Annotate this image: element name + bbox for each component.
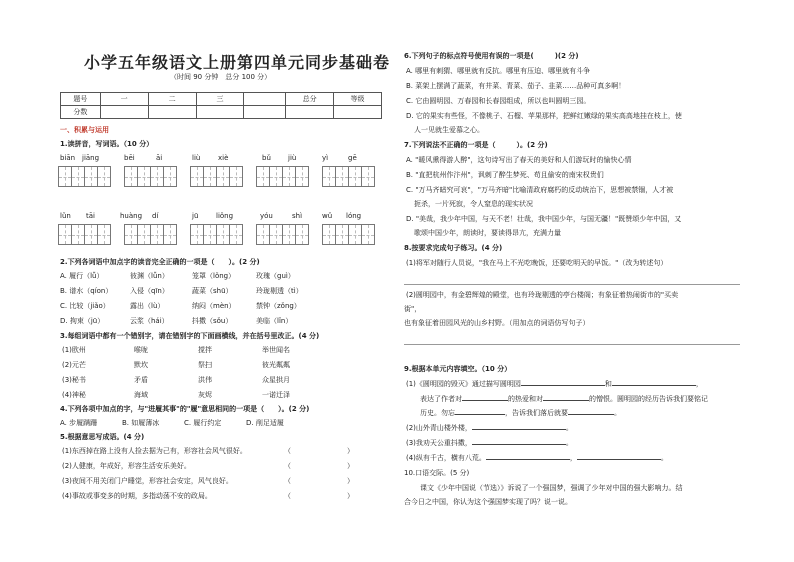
q9-text: 。 [565, 424, 573, 432]
score-header: 三 [196, 93, 244, 106]
score-header: 题号 [61, 93, 101, 106]
q2-word: 抖擞（sǒu） [192, 317, 233, 325]
pinyin: tāi [86, 212, 95, 220]
q2-word: 彼渊（lǚn） [130, 272, 169, 280]
answer-paren[interactable]: （ ） [284, 447, 354, 455]
q4-option-b[interactable]: B. 如履薄冰 [122, 419, 160, 427]
q2-opt[interactable]: B. 谱水（qíon） [60, 287, 113, 295]
q9-line-5 [406, 439, 573, 448]
q5-item: (1)东西掉在路上没有人捡去据为己有，形容社会风气很好。 [62, 447, 247, 455]
q4-title: 4.下列各项中加点的字，与"进履其事"的"履"意思相同的一项是（ ）。(2 分) [60, 405, 310, 413]
q9-line-2 [420, 395, 708, 404]
blank[interactable] [612, 385, 696, 386]
q9-text: ，告诉我们落后就要 [505, 409, 568, 417]
q6-title: 6.下列句子的标点符号使用有误的一项是( )(2 分) [404, 52, 579, 60]
pinyin: lóng [346, 212, 362, 220]
q9-text: 的热爱和对 [508, 395, 543, 403]
q7-option-d[interactable]: D. "美哉，我少年中国，与天不老！壮哉，我中国少年，与国无疆！"既赞颂少年中国，又 [406, 215, 682, 223]
q5-item: (2)人健康，年成好，形容生活安乐美好。 [62, 462, 191, 470]
q2-opt[interactable]: D. 拘束（jū） [60, 317, 105, 325]
pinyin: bǔ [262, 154, 271, 162]
q7-option-d-cont: 歌颂中国少年，朗读时，要读得昂亢，充满力量 [414, 229, 561, 237]
q6-option-c[interactable]: C. 它由圆明园、万春园和长春园组成，所以也叫圆明三园。 [406, 97, 591, 105]
q3-word: 举世闻名 [262, 346, 290, 354]
q3-word: 灰烬 [198, 391, 212, 399]
q8-item-1: (1)将军对随行人员说，"我在马上不光吃晚饭，还要吃明天的早饭。"（改为转述句） [406, 259, 668, 267]
q3-word: 海域 [134, 391, 148, 399]
writing-grid[interactable] [124, 166, 176, 187]
q8-item-2-cont: 也有象征着田园风光的山乡村野。（用加点的词语仿写句子） [404, 319, 590, 327]
answer-paren[interactable]: （ ） [284, 477, 354, 485]
pinyin: xiè [218, 154, 229, 162]
page-title: 小学五年级语文上册第四单元同步基础卷 [84, 53, 391, 72]
score-header [244, 93, 286, 106]
q2-word: 玫瑰（guì） [256, 272, 295, 280]
q4-option-c[interactable]: C. 履行约定 [184, 419, 222, 427]
pinyin: jū [192, 212, 199, 220]
q7-title: 7.下列说法不正确的一项是（ ）。(2 分) [404, 141, 548, 149]
pinyin: yì [322, 154, 329, 162]
q9-line-3 [420, 409, 621, 418]
answer-line[interactable] [404, 344, 740, 345]
pinyin: jiù [288, 154, 297, 162]
answer-line[interactable] [404, 284, 740, 285]
q9-text: ， [695, 380, 703, 388]
q6-option-a[interactable]: A. 哪里有刺猬、哪里就有反抗。哪里有压迫、哪里就有斗争 [406, 67, 591, 75]
q5-item: (4)事故或事变多的时期，多指动荡不安的政局。 [62, 492, 212, 500]
writing-grid[interactable] [322, 166, 374, 187]
answer-paren[interactable]: （ ） [284, 492, 354, 500]
q6-option-d[interactable]: D. 它的果实有些怪，不像桃子、石榴、苹果那样，把鲜红嫩绿的果实高高地挂在枝上，使 [406, 112, 682, 120]
blank[interactable] [462, 400, 508, 401]
q2-word: 云浆（hái） [130, 317, 169, 325]
q9-text: (3)我劝天公重抖擞， [406, 439, 472, 447]
q3-title: 3.每组词语中都有一个错别字，请在错别字的下面画横线，并在括号里改正。(4 分) [60, 332, 320, 340]
q9-text: 历史。勿忘 [420, 409, 455, 417]
q2-word: 纳闷（mèn） [192, 302, 236, 310]
q4-option-d[interactable]: D. 削足适履 [246, 419, 284, 427]
score-header: 等级 [334, 93, 382, 106]
q7-option-c-cont: 扼杀，一片死寂，令人窒息的现实状况 [414, 200, 533, 208]
q2-word: 美临（lǐn） [256, 317, 293, 325]
q9-text: (4)纵有千古，横有八荒。 [406, 454, 486, 462]
answer-paren[interactable]: （ ） [284, 462, 354, 470]
writing-grid[interactable] [256, 224, 308, 245]
q9-text: 。 [660, 454, 668, 462]
score-label: 分数 [61, 106, 101, 119]
q2-word: 笼罩（lǒng） [192, 272, 236, 280]
q9-title: 9.根据本单元内容填空。（10 分） [404, 365, 512, 373]
pinyin: biān [60, 154, 76, 162]
pinyin: dí [152, 212, 159, 220]
q9-text: (1)《圆明园的毁灭》通过描写圆明园 [406, 380, 521, 388]
q9-text: (2)山外青山楼外楼， [406, 424, 472, 432]
pinyin: huàng [120, 212, 143, 220]
q3-word: 祭扫 [198, 361, 212, 369]
blank[interactable] [577, 459, 661, 460]
q9-text: 和 [604, 380, 612, 388]
q7-option-b[interactable]: B. "直把杭州作汴州"，讽刺了醉生梦死、苟且偷安的南宋权贵们 [406, 171, 604, 179]
q10-title: 10.口语交际。(5 分) [404, 469, 470, 477]
writing-grid[interactable] [190, 224, 242, 245]
q2-word: 露出（lù） [130, 302, 165, 310]
q3-word: (4)神秘 [62, 391, 86, 399]
writing-grid[interactable] [190, 166, 242, 187]
score-table [60, 92, 382, 119]
pinyin: lǔn [60, 212, 71, 220]
pinyin: jiāng [82, 154, 100, 162]
score-cell[interactable] [244, 106, 286, 119]
writing-grid[interactable] [322, 224, 374, 245]
q3-word: 彼光粼粼 [262, 361, 290, 369]
blank[interactable] [486, 459, 570, 460]
pinyin: liù [192, 154, 201, 162]
section-heading: 一、积累与运用 [60, 126, 109, 134]
blank[interactable] [455, 414, 505, 415]
blank[interactable] [472, 429, 566, 430]
pinyin: bēi [124, 154, 135, 162]
q8-item-2: (2)圆明园中，有金碧辉煌的殿堂，也有玲珑剔透的亭台楼阁；有象征着热闹街市的"买卖 [406, 291, 679, 299]
q7-option-a[interactable]: A. "暖风熏得游人醉"，这句诗写出了春天的美好和人们游玩时的愉快心情 [406, 156, 632, 164]
q8-item-2-cont: 街"， [404, 305, 422, 313]
score-cell[interactable] [286, 106, 334, 119]
score-cell[interactable] [100, 106, 148, 119]
pinyin: liǒng [216, 212, 234, 220]
score-cell[interactable] [334, 106, 382, 119]
score-cell[interactable] [196, 106, 244, 119]
q5-title: 5.根据意思写成语。(4 分) [60, 433, 145, 441]
q3-word: (1)欧州 [62, 346, 86, 354]
q1-title: 1.读拼音，写词语。（10 分） [60, 140, 154, 148]
q9-text: 的憎恨。圆明园的经历告诉我们要铭记 [589, 395, 708, 403]
score-header: 二 [148, 93, 196, 106]
blank[interactable] [543, 400, 589, 401]
pinyin: wǔ [322, 212, 333, 220]
score-cell[interactable] [148, 106, 196, 119]
q9-text: 表达了作者对 [420, 395, 462, 403]
q9-line-1 [406, 380, 703, 389]
q9-line-4 [406, 424, 573, 433]
q3-word: 喉咙 [134, 346, 148, 354]
q2-word: 禁钟（zǒng） [256, 302, 301, 310]
q2-word: 玲珑剔透（tì） [256, 287, 303, 295]
q3-word: 矛盾 [134, 376, 148, 384]
q9-line-6 [406, 454, 668, 463]
blank[interactable] [521, 385, 605, 386]
q3-word: (2)元芒 [62, 361, 86, 369]
q9-text: 。 [614, 409, 621, 417]
q2-word: 蔬菜（shū） [192, 287, 233, 295]
q9-text: ， [569, 454, 577, 462]
blank[interactable] [568, 414, 614, 415]
q8-title: 8.按要求完成句子练习。(4 分) [404, 244, 503, 252]
q10-text: 合今日之中国，你认为这个强国梦实现了吗？说一说。 [404, 498, 572, 506]
q7-option-c[interactable]: C. "万马齐暗究可哀"，"万马齐暗"比喻清政府腐朽的反动统治下，思想被禁锢，人才被 [406, 186, 674, 194]
q2-opt[interactable]: C. 比较（jiǎo） [60, 302, 110, 310]
writing-grid[interactable] [256, 166, 308, 187]
score-header: 一 [100, 93, 148, 106]
q5-item: (3)夜间不用关闭门户睡觉，形容社会安定，风气良好。 [62, 477, 233, 485]
q3-word: 众星拱月 [262, 376, 290, 384]
q6-option-d-cont: 人一见就生爱慕之心。 [414, 126, 484, 134]
q4-option-a[interactable]: A. 步履蹒跚 [60, 419, 98, 427]
writing-grid[interactable] [58, 166, 110, 187]
q10-text: 课文《少年中国说（节选）》诉说了一个强国梦，强调了少年对中国的强大影响力。结 [420, 484, 683, 492]
q3-word: 默坎 [134, 361, 148, 369]
q3-word: 洪伟 [198, 376, 212, 384]
exam-info: （时间 90 分钟 总分 100 分） [170, 73, 272, 81]
pinyin: shì [292, 212, 303, 220]
pinyin: yóu [260, 212, 273, 220]
blank[interactable] [472, 444, 566, 445]
pinyin: āi [156, 154, 163, 162]
q9-text: 。 [565, 439, 573, 447]
q2-word: 入侵（qīn） [130, 287, 169, 295]
pinyin: gē [348, 154, 357, 162]
q3-word: 一诺迁泽 [262, 391, 290, 399]
writing-grid[interactable] [124, 224, 176, 245]
q6-option-b[interactable]: B. 菜架上摆满了蔬菜，有井菜、青菜、茄子、韭菜……品种可真多啊！ [406, 82, 626, 90]
q3-word: 搅拌 [198, 346, 212, 354]
q3-word: (3)秘书 [62, 376, 86, 384]
q2-opt[interactable]: A. 履行（lǚ） [60, 272, 104, 280]
score-header: 总分 [286, 93, 334, 106]
writing-grid[interactable] [58, 224, 110, 245]
q2-title: 2.下列各词语中加点字的读音完全正确的一项是（ ）。(2 分) [60, 258, 260, 266]
